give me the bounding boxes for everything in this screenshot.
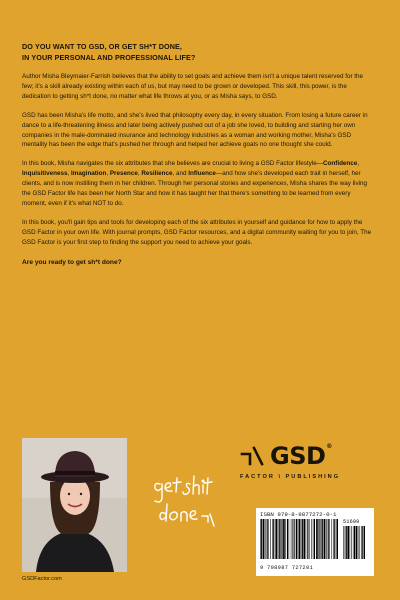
barcode-bar [273,519,274,559]
logo-main-row [240,441,358,471]
barcode-bar [347,526,349,559]
barcode-bar [294,519,295,559]
barcode-bar [360,526,361,559]
barcode-bar [361,526,362,559]
barcode-bar [298,519,299,559]
barcode-bar [278,519,279,559]
addon-barcode-icon [343,526,365,559]
barcode-bar [346,526,347,559]
headline-line-2: IN YOUR PERSONAL AND PROFESSIONAL LIFE? [22,52,196,62]
barcode-bar [263,519,265,559]
barcode-bar [350,526,351,559]
barcode-bar [303,519,305,559]
barcode-bar [275,519,277,559]
addon-barcode [343,519,365,564]
attribute-imagination: Imagination [71,170,107,178]
barcode-bar [280,519,281,559]
cover-copy [22,42,376,277]
barcode-bar [356,526,358,559]
barcode-bar [322,519,323,559]
barcode-bar [270,519,271,559]
publisher-subtitle: FACTOR \ PUBLISHING [240,474,341,480]
barcode-bar [343,526,344,559]
paragraph-tools: In this book, you'll gain tips and tools for developing each of the six attributes in yourself and guidance for how to apply the GSD Factor in your own life. With journal prompts, GSD Factor resources, and a digital community waiting for you to join, The GSD Factor is your first step to finding the support you need to achieve your goals. [22,218,372,246]
barcode-bar [329,519,330,559]
barcode-bar [307,519,308,559]
barcode-bar [334,519,335,559]
barcode-bar [306,519,307,559]
ean-barcode-icon [260,519,338,559]
barcode-bar [279,519,280,559]
attribute-presence: Presence [109,170,138,178]
separator: , and [172,170,189,178]
paragraph-intro: Author Misha Bleymaier-Farrish believes that the ability to set goals and achieve them isn't a unique talent reserved for the few; it's a skill already existing within each of us, but may need to be grown or developed. This skill, this power, is the dedication to getting sh*t done, no matter what life throws at you, or as Misha says, to GSD. [22,73,364,100]
barcode-bar [321,519,322,559]
barcode-bar [292,519,293,559]
barcode-bar [311,519,312,559]
barcode-bar [354,526,355,559]
paragraph-attributes [22,159,376,209]
attribute-inquisitiveness: Inquisitiveness [22,170,68,178]
isbn-label: ISBN 979-8-9877272-0-1 [260,511,337,518]
barcode-bar [319,519,320,559]
barcode-bar [261,519,262,559]
barcode-bar [285,519,286,559]
barcode-bar [324,519,326,559]
closing-question: Are you ready to get sh*t done? [22,258,122,266]
addon-code: 51699 [343,519,360,525]
barcode-bars [260,519,370,564]
gsd-slash-mark-icon [240,446,264,466]
barcode-bar [301,519,302,559]
barcode-bar [333,519,334,559]
website-url: GSDFactor.com [22,576,62,582]
barcode-bar [291,519,292,559]
barcode-bar [283,519,285,559]
barcode-bar [289,519,290,559]
barcode-bar [345,526,346,559]
barcode-bar [296,519,298,559]
barcode-bar [299,519,300,559]
barcode-bar [272,519,273,559]
barcode-bar [314,519,315,559]
paragraph-motto: GSD has been Misha's life motto, and she's lived that philosophy every day, in every situation. From losing a future career in dance to a life-threatening illness and later being actively pushed out of a job she loved, to building and starting her own companies in the male-dominated insurance and technology industries as a woman and working mother, Misha's GSD mentality has been the edge that's pushed her through and helped her achieve goals no one thought she could. [22,111,368,149]
author-photo [22,438,127,572]
get-shit-done-script-logo [152,470,222,532]
barcode-bar [260,519,261,559]
barcode-bar [318,519,319,559]
barcode-bar [313,519,314,559]
logo-gsd-text [270,444,332,468]
barcode-bar [267,519,268,559]
barcode-bar [332,519,333,559]
barcode-bar [265,519,266,559]
barcode-bar [281,519,282,559]
headline [22,42,376,63]
barcode-bar [364,526,365,559]
barcode-bar [362,526,363,559]
barcode-bar [358,526,359,559]
attributes-intro-text: In this book, Misha navigates the six attributes that she believes are crucial to living a GSD Factor lifestyle— [22,160,323,168]
barcode-bar [287,519,288,559]
barcode-bar [351,526,352,559]
logo-wordmark: GSD [270,442,326,470]
barcode-bar [268,519,269,559]
separator: , [67,170,71,178]
attributes-closing-text: —and how she's developed each trait in herself, her clients, and is now instilling them in her children. Through her personal stories and experiences, Misha shares the way living the GSD Factor life has been her North Star and how it has taught her that there's something to be learned from every moment, even if it's what NOT to do. [22,170,367,207]
attribute-confidence: Confidence [323,160,358,168]
barcode-bar [328,519,329,559]
barcode-bar [353,526,354,559]
attribute-resilience: Resilience [141,170,173,178]
barcode-bar [309,519,310,559]
barcode-bar [302,519,303,559]
ean-digits: 9 798987 727201 [260,565,314,571]
barcode-bar [336,519,338,559]
separator: , [137,170,142,178]
registered-mark: ® [326,443,332,450]
gsd-factor-publishing-logo [240,441,358,487]
attribute-influence: Influence [188,170,216,178]
barcode-bar [326,519,327,559]
separator: , [106,170,110,178]
barcode-bar [316,519,318,559]
isbn-barcode [256,508,374,576]
headline-line-1: DO YOU WANT TO GSD, OR GET SH*T DONE, [22,42,182,51]
separator: , [357,160,360,168]
